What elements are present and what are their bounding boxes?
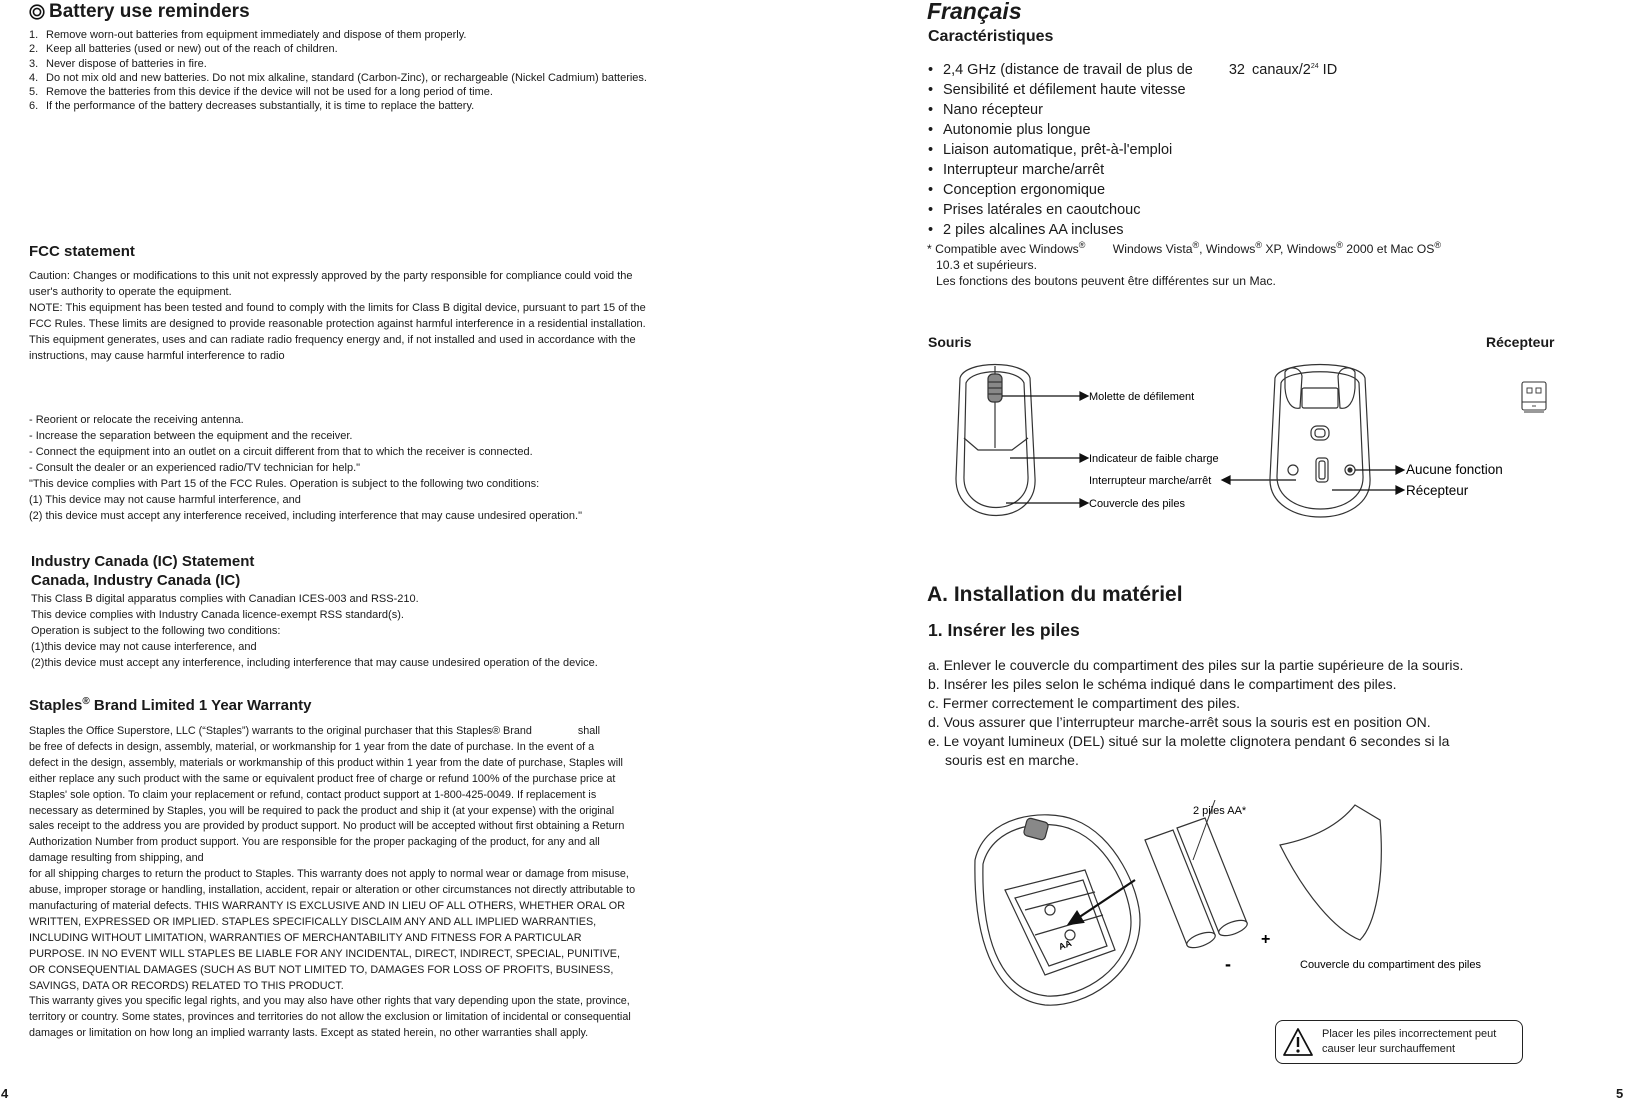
text-line: "This device complies with Part 15 of the FCC Rules. Operation is subject to the following two conditions: bbox=[29, 478, 540, 490]
aa-batteries-drawing bbox=[1145, 818, 1249, 951]
warning-box bbox=[1275, 1020, 1523, 1064]
section-a-heading: A. Installation du matériel bbox=[927, 583, 1183, 606]
nano-receiver-icon bbox=[1520, 380, 1550, 416]
battery-cover-label: Couvercle des piles bbox=[1089, 498, 1185, 510]
list-item: e. Le voyant lumineux (DEL) situé sur la molette clignotera pendant 6 secondes si la bbox=[928, 733, 1450, 750]
text-line: This device complies with Industry Canada licence-exempt RSS standard(s). bbox=[31, 608, 404, 621]
text-line: (1)this device may not cause interference, and bbox=[31, 640, 257, 653]
mouse-top-view bbox=[956, 365, 1035, 516]
text-line: (2) this device must accept any interference received, including interference that may cause undesired operation." bbox=[29, 510, 582, 522]
text-line: user's authority to operate the equipment. bbox=[29, 285, 232, 298]
fcc-heading: FCC statement bbox=[29, 243, 135, 260]
page-number-right: 5 bbox=[1616, 1086, 1624, 1101]
battery-reminders-heading bbox=[29, 1, 250, 23]
text-line: Caution: Changes or modifications to this unit not expressly approved by the party responsible for compliance could void the bbox=[29, 270, 633, 282]
text-line: 10.3 et supérieurs. bbox=[936, 258, 1037, 273]
aa-marking: AA bbox=[1057, 938, 1073, 952]
text-line: for all shipping charges to return the product to Staples. This warranty does not apply to normal wear or damage from misuse, bbox=[29, 868, 629, 881]
no-function-label: Aucune fonction bbox=[1406, 462, 1503, 477]
text-line: - Connect the equipment into an outlet on a circuit different from that to which the receiver is connected. bbox=[29, 446, 533, 458]
warranty-paragraph bbox=[29, 724, 711, 1042]
text-line: either replace any such product with the same or equivalent product free of charge or refund 100% of the purchase price at bbox=[29, 772, 616, 785]
text-line: SAVINGS, DATA OR RECORDS) RELATED TO THIS PRODUCT. bbox=[29, 979, 344, 992]
battery-cover-drawing bbox=[1280, 805, 1381, 940]
features-list bbox=[928, 57, 1337, 240]
features-heading: Caractéristiques bbox=[928, 28, 1054, 45]
list-item: • Nano récepteur bbox=[928, 101, 1043, 118]
text-line: defect in the design, assembly, materials or workmanship of this product within 1 year from the date of purchase, Staples will bbox=[29, 756, 623, 769]
page-number-left: 4 bbox=[1, 1086, 9, 1101]
list-item: • Conception ergonomique bbox=[928, 181, 1106, 198]
text-line: Authorization Number from product support. You are responsible for the proper packaging of the product, for any and all bbox=[29, 836, 600, 849]
battery-cover-compartment-label: Couvercle du compartiment des piles bbox=[1300, 959, 1481, 971]
open-mouse-drawing bbox=[975, 815, 1140, 1005]
language-title: Français bbox=[927, 0, 1022, 24]
list-item: 1. Remove worn-out batteries from equipment immediately and dispose of them properly. bbox=[29, 29, 467, 41]
fcc-measures bbox=[29, 412, 582, 524]
text-line: sales receipt to the address you are provided by product support. No product will be accepted without first obtaining a Return bbox=[29, 820, 625, 833]
list-item: a. Enlever le couvercle du compartiment des piles sur la partie supérieure de la souris. bbox=[928, 657, 1464, 673]
text-line: * Compatible avec Windows® Windows Vista®, Windows® XP, Windows® 2000 et Mac OS® bbox=[927, 240, 1442, 257]
text-line: Operation is subject to the following two conditions: bbox=[31, 624, 281, 637]
text-line: be free of defects in design, assembly, material, or workmanship for 1 year from the date of purchase. In the event of a bbox=[29, 740, 595, 753]
text-line: - Increase the separation between the equipment and the receiver. bbox=[29, 430, 353, 442]
text-line: OR CONSEQUENTIAL DAMAGES (SUCH AS BUT NOT LIMITED TO, DAMAGES FOR LOSS OF PROFITS, BUSINESS, bbox=[29, 963, 614, 976]
list-item: • Liaison automatique, prêt-à-l'emploi bbox=[928, 141, 1173, 158]
compatibility-note bbox=[927, 237, 1441, 289]
text-line: FCC Rules. These limits are designed to provide reasonable protection against harmful interference in a residential installation. bbox=[29, 317, 646, 330]
ic-paragraph bbox=[31, 592, 598, 672]
ic-heading: Industry Canada (IC) Statement bbox=[31, 553, 255, 570]
text-line: NOTE: This equipment has been tested and found to comply with the limits for Class B digital device, pursuant to part 15 of the bbox=[29, 301, 646, 314]
list-item: 2. Keep all batteries (used or new) out of the reach of children. bbox=[29, 43, 338, 56]
receiver-slot-label: Récepteur bbox=[1406, 483, 1469, 498]
text-line: (1) This device may not cause harmful interference, and bbox=[29, 494, 301, 506]
text-line: (2)this device must accept any interference, including interference that may cause undesired operation of the device. bbox=[31, 656, 598, 669]
warning-text: Placer les piles incorrectement peut causer leur surchauffement bbox=[1322, 1028, 1497, 1055]
text-line: This warranty gives you specific legal rights, and you may also have other rights that vary depending upon the state, province, bbox=[29, 995, 630, 1008]
mouse-bottom-view bbox=[1270, 365, 1370, 518]
text-line: Les fonctions des boutons peuvent être différentes sur un Mac. bbox=[936, 274, 1276, 289]
list-item: • Sensibilité et défilement haute vitesse bbox=[928, 81, 1186, 98]
list-item: b. Insérer les piles selon le schéma indiqué dans le compartiment des piles. bbox=[928, 676, 1397, 693]
list-item: 4. Do not mix old and new batteries. Do not mix alkaline, standard (Carbon-Zinc), or rechargeable (Nickel Cadmium) batteries. bbox=[29, 71, 647, 84]
list-item: c. Fermer correctement le compartiment des piles. bbox=[928, 695, 1240, 712]
battery-insertion-figure bbox=[965, 800, 1515, 1012]
list-item: d. Vous assurer que l’interrupteur marche-arrêt sous la souris est en position ON. bbox=[928, 714, 1431, 731]
battery-reminders-title: Battery use reminders bbox=[49, 1, 250, 22]
text-line: INCLUDING WITHOUT LIMITATION, WARRANTIES OF MERCHANTABILITY AND FITNESS FOR A PARTICULAR bbox=[29, 931, 582, 944]
list-item: • 2,4 GHz (distance de travail de plus de 32 canaux/$2^{24}$ ID bbox=[928, 61, 1338, 78]
minus-sign: - bbox=[1225, 954, 1231, 974]
text-line: damages or limitation on how long an implied warranty lasts. Except as stated herein, no other warranties shall apply. bbox=[29, 1027, 589, 1040]
low-battery-label: Indicateur de faible charge bbox=[1089, 453, 1219, 465]
list-item: • Prises latérales en caoutchouc bbox=[928, 201, 1141, 218]
scroll-wheel-label: Molette de défilement bbox=[1089, 391, 1195, 403]
text-line: WRITTEN, EXPRESSED OR IMPLIED. STAPLES SPECIFICALLY DISCLAIM ANY AND ALL IMPLIED WARRANTIES, bbox=[29, 915, 597, 928]
text-line: territory or country. Some states, provinces and territories do not allow the exclusion or limitation of incidental or consequential bbox=[29, 1011, 631, 1024]
text-line: PURPOSE. IN NO EVENT WILL STAPLES BE LIABLE FOR ANY INCIDENTAL, DIRECT, INDIRECT, SPECIAL, PUNITIVE, bbox=[29, 947, 620, 960]
target-circle-icon bbox=[29, 4, 45, 20]
install-steps bbox=[928, 656, 1463, 771]
text-line: - Reorient or relocate the receiving antenna. bbox=[29, 414, 244, 426]
text-line: This equipment generates, uses and can radiate radio frequency energy and, if not installed and used in accordance with the bbox=[29, 333, 636, 346]
list-item: 5. Remove the batteries from this device if the device will not be used for a long period of time. bbox=[29, 86, 493, 99]
insert-batteries-heading: 1. Insérer les piles bbox=[928, 620, 1080, 640]
list-item: • 2 piles alcalines AA incluses bbox=[928, 221, 1124, 238]
text-line: Staples the Office Superstore, LLC (“Staples”) warrants to the original purchaser that this Staples® Brand shall bbox=[29, 725, 601, 737]
text-line: instructions, may cause harmful interference to radio bbox=[29, 349, 285, 362]
list-item: souris est en marche. bbox=[945, 752, 1079, 769]
text-line: damage resulting from shipping, and bbox=[29, 852, 204, 865]
text-line: necessary as determined by Staples, you will be required to pack the product and ship it (at your expense) with the original bbox=[29, 804, 615, 817]
warranty-heading: Staples® Brand Limited 1 Year Warranty bbox=[29, 696, 312, 714]
list-item: • Interrupteur marche/arrêt bbox=[928, 161, 1105, 178]
text-line: manufacturing of material defects. THIS WARRANTY IS EXCLUSIVE AND IN LIEU OF ALL OTHERS, WHETHER ORAL OR bbox=[29, 899, 625, 912]
text-line: This Class B digital apparatus complies with Canadian ICES-003 and RSS-210. bbox=[31, 593, 419, 605]
text-line: - Consult the dealer or an experienced radio/TV technician for help." bbox=[29, 462, 361, 474]
plus-sign: + bbox=[1261, 931, 1271, 948]
warning-triangle-icon bbox=[1282, 1027, 1314, 1057]
mouse-label: Souris bbox=[928, 334, 972, 350]
battery-reminders-list bbox=[29, 28, 647, 114]
mouse-diagram bbox=[950, 358, 1530, 538]
list-item: 3. Never dispose of batteries in fire. bbox=[29, 57, 207, 70]
aa-battery-label: 2 piles AA* bbox=[1193, 805, 1247, 817]
ic-subheading: Canada, Industry Canada (IC) bbox=[31, 572, 241, 589]
power-switch-label: Interrupteur marche/arrêt bbox=[1089, 475, 1212, 487]
receiver-label: Récepteur bbox=[1486, 334, 1555, 350]
fcc-paragraph bbox=[29, 269, 646, 364]
list-item: • Autonomie plus longue bbox=[928, 121, 1091, 138]
text-line: Staples' sole option. To claim your replacement or refund, contact product support at 1-800-425-0049. If replacement is bbox=[29, 788, 597, 801]
list-item: 6. If the performance of the battery decreases substantially, it is time to replace the battery. bbox=[29, 100, 475, 113]
text-line: abuse, improper storage or handling, installation, accident, repair or alteration or other circumstances not directly attributable to bbox=[29, 884, 636, 897]
